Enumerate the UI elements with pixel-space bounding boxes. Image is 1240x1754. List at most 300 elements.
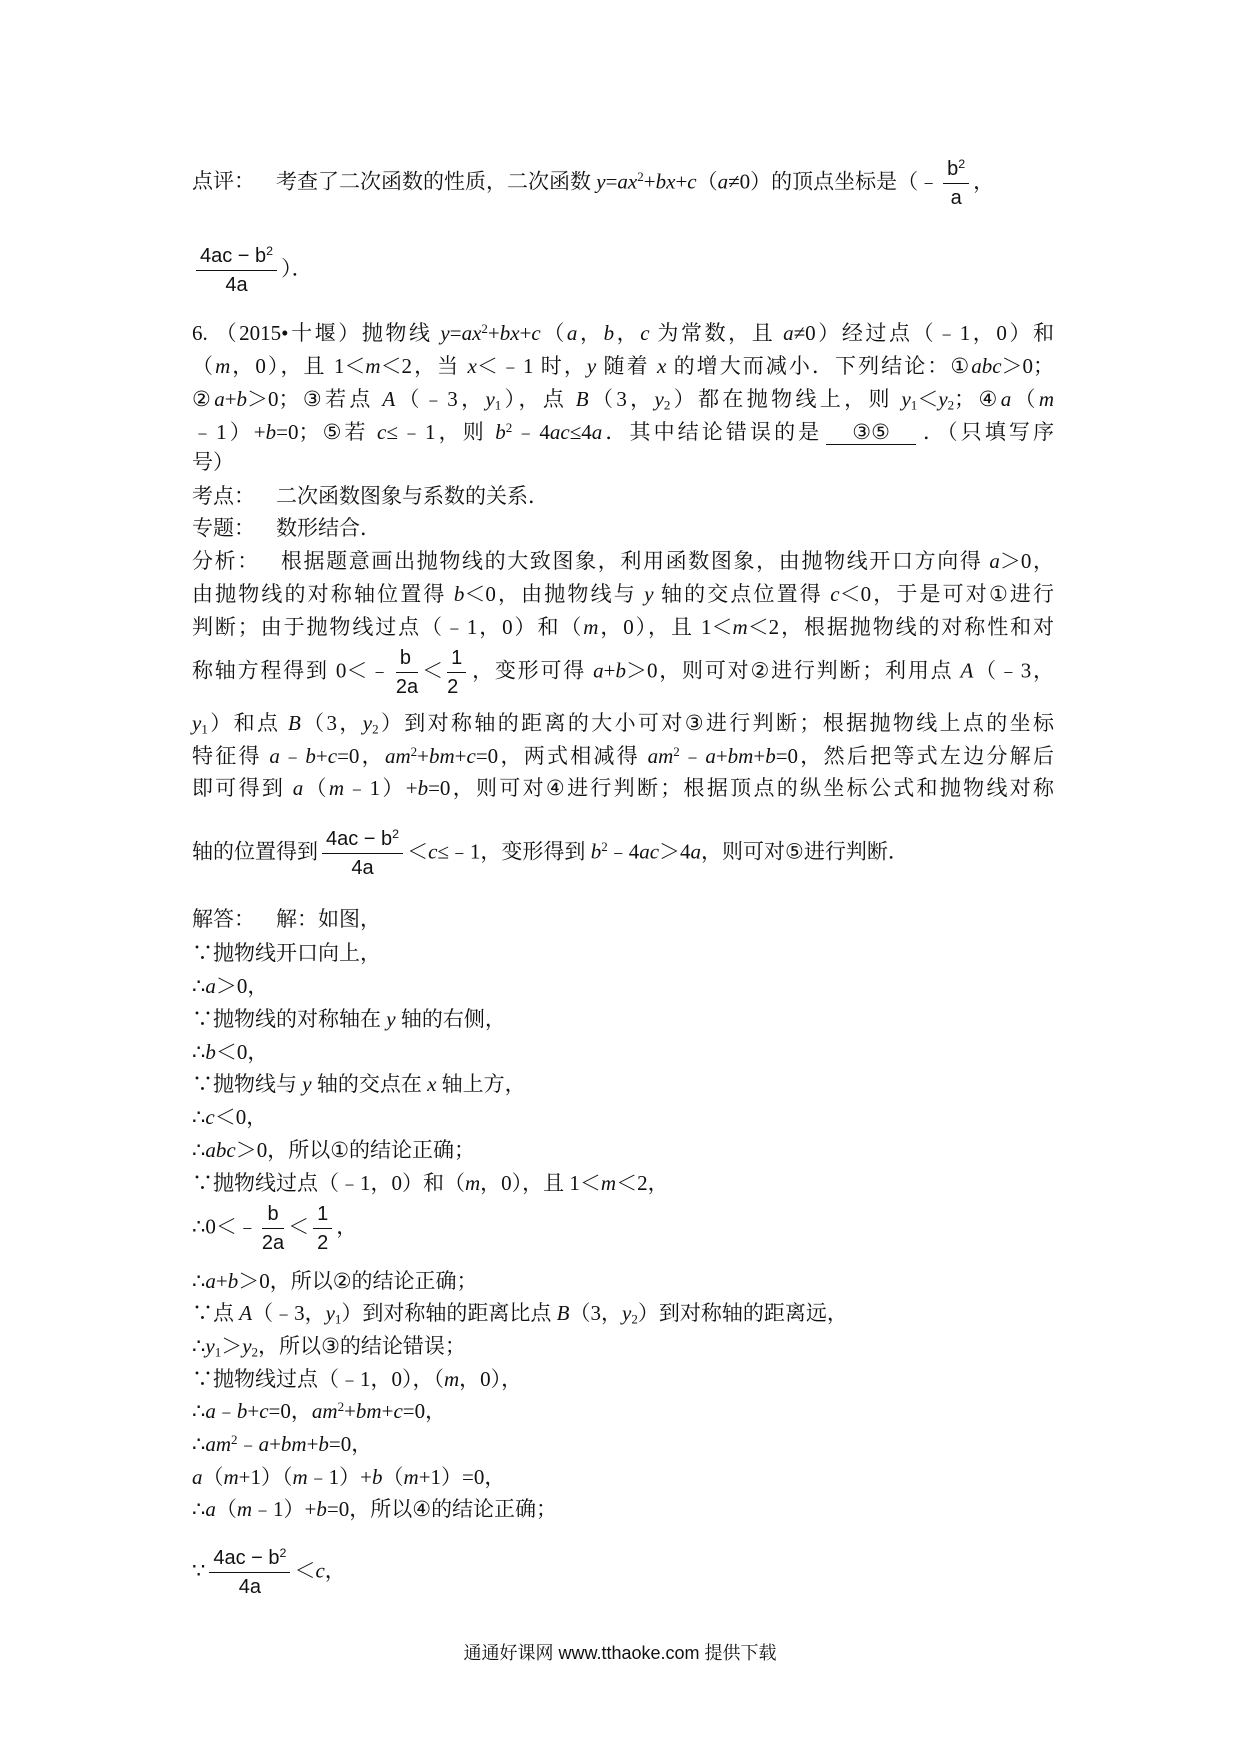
text-run: 4ac − b [200, 245, 267, 267]
text-run: 由抛物线的对称轴位置得 [192, 582, 454, 606]
analysis-line [192, 826, 1054, 881]
solution-line [192, 1428, 1054, 1461]
math-variable: b [227, 1269, 239, 1293]
question-line [192, 350, 1054, 383]
text-run: ，则可对 [701, 839, 786, 864]
text-run: ， [336, 1214, 358, 1239]
math-variable: m [365, 354, 381, 378]
text-run: + [603, 658, 616, 683]
solution-line [192, 1036, 1054, 1069]
text-run: ， [324, 1558, 346, 1583]
solution-line [192, 1101, 1054, 1134]
math-variable: a [1000, 387, 1012, 411]
text-run: ＜0， [215, 1040, 269, 1064]
math-variable: a [593, 658, 604, 683]
fraction [396, 645, 418, 700]
text-run: ＞0； [1001, 354, 1055, 378]
text-run: 1 [317, 1203, 329, 1225]
fraction [313, 1201, 332, 1256]
text-run: （ [215, 1497, 237, 1521]
math-variable: y [901, 387, 911, 411]
solution-line [192, 1297, 1054, 1330]
analysis-line [192, 578, 1054, 611]
text-run: ∴0＜﹣ [192, 1214, 258, 1239]
superscript: 2 [392, 827, 400, 842]
text-run: 进行判断；根据抛物线上点的坐标 [705, 711, 1055, 735]
text-run: ∵抛物线开口向上， [192, 941, 381, 965]
text-run: 解：如图， [276, 907, 381, 931]
text-run: 进行判断． [803, 839, 909, 864]
math-variable: a [783, 321, 794, 345]
math-variable: ax [617, 169, 638, 194]
math-variable: y [654, 387, 664, 411]
text-run: + [643, 169, 656, 194]
math-variable: c [830, 582, 840, 606]
text-run: + [417, 744, 429, 768]
math-variable: x [427, 1072, 437, 1096]
superscript: 2 [505, 419, 513, 435]
solution-line [192, 1167, 1054, 1200]
math-variable: c [376, 420, 387, 444]
question-line [192, 317, 1054, 350]
text-run: ， [577, 321, 604, 345]
text-run: ∵点 [192, 1301, 240, 1325]
math-variable: c [315, 1558, 325, 1583]
text-run: ，变形可得 [470, 658, 594, 683]
math-variable: m [444, 1367, 460, 1391]
text-run: ）到对称轴的距离的大小可对 [378, 711, 685, 735]
math-variable: y [325, 1301, 335, 1325]
solution-line [192, 1363, 1054, 1396]
text-run: 的结论错误； [339, 1334, 466, 1358]
text-run: 为常数，且 [649, 321, 784, 345]
text-run: 2a [395, 676, 419, 698]
subscript: 2 [663, 397, 671, 413]
fraction-denominator [396, 673, 418, 700]
math-variable: y [485, 387, 495, 411]
math-variable: c [327, 744, 338, 768]
solution-line [192, 1395, 1054, 1428]
math-variable: b [615, 658, 626, 683]
text-run: =0， [268, 1399, 312, 1423]
circled-number: ② [192, 387, 215, 411]
math-variable: y [302, 1072, 312, 1096]
math-variable: abc [971, 354, 1002, 378]
math-variable: c [428, 839, 438, 864]
text-run: + [269, 1432, 281, 1456]
knowledge-point-line [192, 480, 1054, 513]
text-run: ，0），且 1＜ [598, 615, 733, 639]
text-run: ）和点 [207, 711, 288, 735]
text-run: ∵抛物线过点（﹣1，0）和（ [192, 1171, 465, 1195]
subscript: 2 [372, 721, 379, 737]
section-label: 考点： [192, 484, 255, 508]
fraction-denominator [209, 1573, 290, 1600]
text-run: ＞4 [659, 839, 691, 864]
math-variable: c [205, 1105, 215, 1129]
analysis-line [192, 707, 1054, 740]
math-variable: m [1038, 387, 1055, 411]
text-run: ∴ [192, 1040, 206, 1064]
text-run: ∵抛物线过点（﹣1，0），（ [192, 1367, 444, 1391]
math-variable: b [236, 387, 248, 411]
text-run: + [306, 1432, 319, 1456]
math-variable: b [372, 1465, 383, 1489]
circled-number: ① [988, 582, 1010, 606]
text-run: =0； [276, 420, 320, 444]
math-variable: a [205, 1269, 216, 1293]
circled-number: ② [332, 1269, 352, 1293]
circled-number: ⑤ [319, 420, 345, 444]
math-variable: b [265, 420, 277, 444]
text-run: ＞0，所以 [235, 1138, 331, 1162]
text-run: ≠0）经过点（﹣1，0）和 [793, 321, 1055, 345]
text-run: ＞ [221, 1334, 243, 1358]
math-variable: m [732, 615, 748, 639]
subscript: 2 [251, 1344, 259, 1360]
circled-number: ④ [975, 387, 1001, 411]
math-variable: b [417, 776, 429, 800]
math-variable: B [575, 387, 589, 411]
math-variable: c [259, 1399, 269, 1423]
text-run: 的增大而减小．下列结论： [666, 354, 951, 378]
math-variable: y [622, 1301, 632, 1325]
text-run: 若 [344, 420, 377, 444]
question-line [192, 416, 1054, 449]
math-variable: m [223, 1465, 239, 1489]
text-run: （ [540, 321, 567, 345]
math-variable: a [989, 549, 1000, 573]
math-variable: bm [428, 744, 455, 768]
text-run: 轴的交点位置得 [653, 582, 831, 606]
answer-blank: ③⑤ [826, 420, 916, 445]
math-variable: b [316, 1497, 327, 1521]
math-variable: B [287, 711, 301, 735]
text-run: b [399, 647, 412, 669]
math-variable: x [467, 354, 477, 378]
math-variable: bx [499, 321, 520, 345]
math-variable: b [205, 1040, 216, 1064]
math-variable: c [393, 1399, 403, 1423]
text-run: 轴的位置得到 [192, 839, 318, 864]
math-variable: a [205, 1399, 216, 1423]
text-run: ＜0，于是可对 [839, 582, 989, 606]
text-run: 进行判断；根据顶点的纵坐标公式和抛物线对称 [567, 776, 1055, 800]
math-variable: y [242, 1334, 252, 1358]
math-variable: a [205, 974, 216, 998]
superscript: 2 [637, 169, 644, 185]
fraction-numerator [322, 826, 403, 854]
circled-number: ② [750, 658, 772, 683]
subscript: 1 [910, 397, 918, 413]
math-variable: m [215, 354, 231, 378]
text-run: + [454, 744, 467, 768]
text-run: =0，然后把等式左边分解后 [775, 744, 1055, 768]
text-run: 轴的交点在 [311, 1072, 428, 1096]
page-footer: 通通好课网 www.tthaoke.com 提供下载 [463, 1643, 777, 1663]
text-run: 特征得 [192, 744, 270, 768]
fraction-denominator [262, 1229, 284, 1256]
math-variable: y [192, 711, 202, 735]
fraction-denominator [196, 271, 277, 298]
math-variable: y [644, 582, 654, 606]
section-label: 专题： [192, 516, 255, 540]
text-run: ）． [281, 256, 313, 281]
text-run: ．（只填写序 [919, 420, 1055, 444]
text-run: 6. （2015•十堰）抛物线 [192, 321, 441, 345]
text-run: +1）（ [238, 1465, 293, 1489]
fraction-numerator [209, 1545, 290, 1573]
text-run: ﹣1）+ [307, 1465, 373, 1489]
text-run: 轴上方， [436, 1072, 526, 1096]
subscript: 1 [494, 397, 502, 413]
text-run: 的结论正确； [431, 1497, 558, 1521]
analysis-line [192, 611, 1054, 644]
math-variable: am [384, 744, 411, 768]
superscript: 2 [673, 743, 680, 759]
text-run: （3， [569, 1301, 622, 1325]
math-variable: ax [461, 321, 482, 345]
fraction-numerator [943, 156, 969, 184]
text-run: + [675, 169, 688, 194]
text-run: ＞0， [215, 974, 269, 998]
text-run: ）到对称轴的距离比点 [341, 1301, 557, 1325]
fraction [322, 826, 403, 881]
superscript: 2 [337, 1398, 345, 1414]
subscript: 2 [947, 397, 955, 413]
text-run: （﹣3， [395, 387, 486, 411]
text-run: ， [614, 321, 641, 345]
superscript: 2 [410, 743, 418, 759]
text-run: ＜ [422, 658, 444, 683]
text-run: + [487, 321, 500, 345]
text-run: ﹣ [215, 1399, 237, 1423]
text-run: ＞0，则可对 [625, 658, 751, 683]
text-run: ﹣ [279, 744, 306, 768]
math-variable: b [590, 839, 602, 864]
text-run: 4a [351, 857, 374, 879]
fraction-numerator [447, 645, 466, 673]
math-variable: b [603, 321, 615, 345]
text-run: ＜ [288, 1214, 310, 1239]
math-variable: m [292, 1465, 308, 1489]
text-run: + [224, 387, 237, 411]
math-variable: c [640, 321, 650, 345]
text-run: ，0），且 1＜ [480, 1171, 601, 1195]
text-run: （﹣3， [973, 658, 1055, 683]
math-variable: b [236, 1399, 248, 1423]
text-run: ＜﹣1 时， [476, 354, 587, 378]
question-line [192, 383, 1054, 416]
text-run: （3， [300, 711, 363, 735]
math-variable: a [192, 1465, 203, 1489]
text-run: ； [954, 387, 976, 411]
math-variable: y [586, 354, 597, 378]
math-variable: A [382, 387, 396, 411]
solution-line [192, 903, 1054, 936]
math-variable: y [440, 321, 450, 345]
text-run: ∴ [192, 1105, 206, 1129]
math-variable: ac [549, 420, 570, 444]
text-run: a [950, 187, 962, 209]
fraction-denominator [322, 854, 403, 881]
math-variable: A [960, 658, 974, 683]
math-variable: A [239, 1301, 253, 1325]
math-variable: m [328, 776, 345, 800]
math-variable: c [687, 169, 697, 194]
text-run: =0， [402, 1399, 447, 1423]
text-run: ≠0）的顶点坐标是（﹣ [728, 169, 940, 194]
superscript: 2 [266, 244, 274, 259]
text-run: ＞0， [999, 549, 1055, 573]
fraction-numerator [313, 1201, 332, 1229]
text-run: ∵抛物线与 [192, 1072, 303, 1096]
fraction [447, 645, 466, 700]
math-variable: b [453, 582, 465, 606]
solution-line [192, 937, 1054, 970]
math-variable: c [466, 744, 476, 768]
math-variable: b [305, 744, 316, 768]
circled-number: ① [950, 354, 972, 378]
fraction [262, 1201, 284, 1256]
text-run: 轴的右侧， [395, 1007, 506, 1031]
fraction [209, 1545, 290, 1600]
math-variable: y [938, 387, 948, 411]
text-run: 二次函数图象与系数的关系． [276, 484, 549, 508]
math-variable: m [403, 1465, 419, 1489]
text-run: ∴ [192, 1432, 206, 1456]
text-run: =0， [328, 1432, 373, 1456]
math-variable: m [236, 1497, 253, 1521]
text-run: ∵抛物线的对称轴在 [192, 1007, 387, 1031]
math-variable: a [292, 776, 304, 800]
solution-line [192, 1003, 1054, 1036]
section-label: 点评： [192, 169, 255, 194]
math-variable: bm [280, 1432, 307, 1456]
text-run: ﹣ [237, 1432, 259, 1456]
text-run: ， [973, 169, 995, 194]
text-run: 2a [261, 1232, 285, 1254]
math-variable: a [269, 744, 280, 768]
subscript: 1 [214, 1344, 222, 1360]
question-line [192, 446, 1054, 479]
superscript: 2 [279, 1546, 287, 1561]
text-run: 4ac − b [326, 828, 393, 850]
subscript: 1 [201, 721, 208, 737]
text-run: ∴ [192, 1399, 206, 1423]
comment-line [192, 243, 1054, 298]
circled-number: ③ [684, 711, 706, 735]
text-run: b [267, 1203, 279, 1225]
text-run: ∴ [192, 1497, 206, 1521]
text-run: 随着 [596, 354, 657, 378]
topic-line [192, 512, 1054, 545]
text-run: ＞0，所以 [238, 1269, 333, 1293]
text-run: ，0），且 1＜ [230, 354, 366, 378]
text-run: ﹣1）+ [252, 1497, 317, 1521]
text-run: + [381, 1399, 394, 1423]
text-run: ）到对称轴的距离远， [637, 1301, 848, 1325]
text-run: + [315, 744, 328, 768]
text-run: ∴ [192, 1334, 206, 1358]
text-run: ∵ [192, 1558, 206, 1583]
text-run: ＜ [294, 1558, 316, 1583]
math-variable: m [600, 1171, 617, 1195]
circled-number: ③ [321, 1334, 340, 1358]
math-variable: am [311, 1399, 338, 1423]
text-run: ﹣4 [512, 420, 550, 444]
text-run: ﹣4 [607, 839, 640, 864]
text-run: ∴ [192, 1138, 206, 1162]
text-run: ，所以 [258, 1334, 322, 1358]
text-run: 的结论正确； [351, 1269, 478, 1293]
superscript: 2 [481, 320, 488, 336]
circled-number: ④ [412, 1497, 432, 1521]
fraction-numerator [262, 1201, 284, 1229]
fraction [943, 156, 969, 211]
text-run: b [947, 158, 959, 180]
math-variable: a [705, 744, 716, 768]
math-variable: a [690, 839, 702, 864]
text-run: ∴ [192, 1269, 206, 1293]
math-variable: c [531, 321, 541, 345]
math-variable: b [495, 420, 506, 444]
text-run: ＞0； [247, 387, 300, 411]
fraction [196, 243, 277, 298]
text-run: 进行 [1009, 582, 1055, 606]
math-variable: y [362, 711, 373, 735]
subscript: 2 [631, 1311, 638, 1327]
text-run: = [605, 169, 618, 194]
text-run: （ [202, 1465, 224, 1489]
section-label: 解答： [192, 907, 255, 931]
text-run: ）都在抛物线上，则 [670, 387, 902, 411]
analysis-line [192, 545, 1054, 578]
superscript: 2 [601, 839, 608, 855]
text-run: + [344, 1399, 356, 1423]
math-variable: m [465, 1171, 481, 1195]
math-variable: ac [639, 839, 660, 864]
math-variable: bm [355, 1399, 382, 1423]
text-run: 判断；由于抛物线过点（﹣1，0）和（ [192, 615, 584, 639]
text-run: ﹣1）+ [344, 776, 418, 800]
text-run: 4ac − b [213, 1547, 280, 1569]
text-run: ＜0，由抛物线与 [464, 582, 645, 606]
analysis-line [192, 740, 1054, 773]
solution-line [192, 1068, 1054, 1101]
text-run: ＜ [917, 387, 939, 411]
text-run: =0， [337, 744, 385, 768]
circled-number: ① [330, 1138, 350, 1162]
math-variable: am [647, 744, 674, 768]
math-variable: y [205, 1334, 215, 1358]
text-run: 2 [447, 676, 459, 698]
text-run: 考查了二次函数的性质，二次函数 [276, 169, 597, 194]
math-variable: abc [205, 1138, 236, 1162]
math-variable: B [556, 1301, 570, 1325]
text-run: ﹣1）+ [192, 420, 266, 444]
text-run: ．其中结论错误的是 [602, 420, 823, 444]
text-run: ＜0， [214, 1105, 268, 1129]
math-variable: a [591, 420, 603, 444]
text-run: 即可得到 [192, 776, 293, 800]
math-variable: a [214, 387, 225, 411]
text-run: 数形结合． [276, 516, 381, 540]
text-run: ），点 [501, 387, 576, 411]
fraction-denominator [943, 184, 969, 211]
text-run: 称轴方程得到 0＜﹣ [192, 658, 392, 683]
solution-line [192, 1330, 1054, 1363]
